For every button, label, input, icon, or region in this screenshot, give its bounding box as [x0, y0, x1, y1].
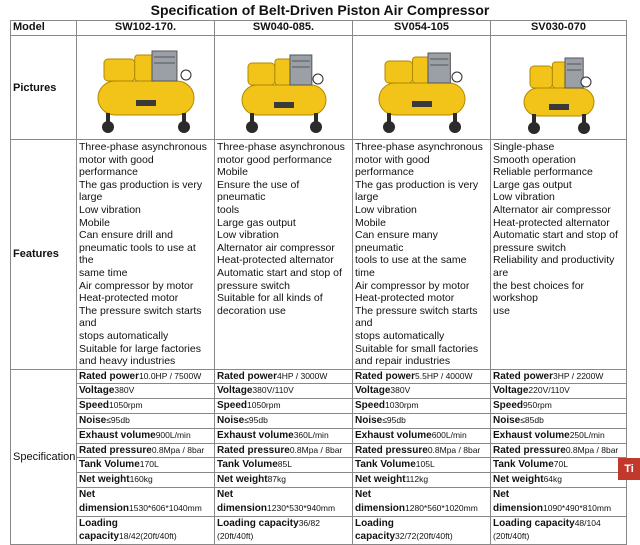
- spec-key: Net weight: [355, 474, 406, 486]
- feature-item: motor good performance: [217, 153, 332, 166]
- spec-item: [353, 370, 490, 385]
- compressor-image: [215, 36, 352, 138]
- spec-key: Noise: [79, 415, 107, 427]
- feature-item: Three-phase asynchronous: [355, 141, 483, 153]
- spec-value: 1230*530*940mm: [267, 502, 336, 513]
- spec-key: Exhaust volume: [217, 429, 294, 441]
- feature-item: Low vibration: [217, 229, 279, 242]
- spec-key: Rated power: [493, 370, 554, 382]
- spec-value: 48/104 (20ft/40ft): [493, 517, 601, 542]
- model-name: SW102-170.: [77, 21, 215, 36]
- spec-key: Voltage: [493, 385, 529, 397]
- spec-value: 18/42(20ft/40ft): [119, 531, 177, 542]
- spec-item: [353, 399, 490, 414]
- picture-cell: [215, 36, 353, 140]
- feature-item: Heat-protected motor: [355, 292, 455, 305]
- feature-item: Three-phase asynchronous: [79, 141, 207, 153]
- feature-item: The pressure switch starts and: [79, 304, 202, 330]
- spec-value: ≤85db: [520, 415, 544, 426]
- feature-item: Mobile: [217, 166, 248, 179]
- spec-value: 170L: [139, 459, 159, 470]
- watermark-logo: Ti: [618, 458, 640, 480]
- spec-value: 10.0HP / 7500W: [139, 370, 202, 381]
- spec-item: [215, 370, 352, 385]
- feature-item: Large gas output: [217, 216, 296, 229]
- picture-cell: [491, 36, 627, 140]
- spec-key: Noise: [493, 415, 521, 427]
- spec-value: ≤95db: [382, 415, 406, 426]
- feature-item: Mobile: [355, 216, 386, 229]
- specs-list: [491, 370, 626, 544]
- feature-item: and repair industries: [355, 355, 451, 368]
- feature-item: Alternator air compressor: [493, 203, 611, 216]
- compressor-image: [77, 36, 214, 138]
- feature-item: use: [493, 304, 510, 317]
- spec-item: [215, 488, 352, 517]
- spec-value: 1280*560*1020mm: [405, 502, 478, 513]
- spec-value: 380V: [114, 385, 135, 396]
- spec-key: Net dimension: [79, 489, 130, 514]
- spec-item: [77, 429, 214, 444]
- model-name: SV054-105: [353, 21, 491, 36]
- spec-value: 160kg: [129, 474, 153, 485]
- spec-value: 0.8Mpa / 8bar: [565, 444, 619, 455]
- feature-item: Mobile: [79, 216, 110, 229]
- pictures-row: [11, 36, 627, 140]
- spec-key: Exhaust volume: [355, 429, 432, 441]
- spec-value: 70L: [553, 459, 568, 470]
- spec-item: [77, 488, 214, 517]
- spec-item: [77, 370, 214, 385]
- spec-item: [215, 399, 352, 414]
- spec-item: [77, 473, 214, 488]
- specs-cell: [491, 369, 627, 545]
- spec-item: [77, 458, 214, 473]
- spec-item: [77, 399, 214, 414]
- spec-value: 1050rpm: [109, 400, 143, 411]
- spec-value: 36/82 (20ft/40ft): [217, 517, 320, 542]
- spec-item: [215, 414, 352, 429]
- spec-item: [491, 370, 626, 385]
- spec-value: 380V: [390, 385, 411, 396]
- features-list: [353, 140, 490, 369]
- spec-key: Loading capacity: [355, 517, 396, 543]
- spec-value: 250L/min: [569, 429, 605, 440]
- spec-key: Rated pressure: [493, 444, 566, 456]
- spec-table: [10, 20, 627, 545]
- spec-value: 32/72(20ft/40ft): [395, 531, 453, 542]
- spec-key: Rated power: [217, 370, 278, 382]
- model-name: SV030-070: [491, 21, 627, 36]
- spec-item: [491, 458, 626, 473]
- features-list: [77, 140, 214, 369]
- features-list: [491, 140, 626, 318]
- spec-item: [491, 399, 626, 414]
- feature-item: pneumatic tools to use at the: [79, 241, 196, 267]
- spec-key: Speed: [493, 400, 524, 412]
- feature-item: decoration use: [217, 304, 286, 317]
- spec-item: [491, 444, 626, 459]
- picture-cell: [353, 36, 491, 140]
- spec-item: [77, 444, 214, 459]
- spec-key: Rated power: [355, 370, 416, 382]
- feature-item: Automatic start and stop of: [217, 266, 342, 279]
- page-title: Specification of Belt-Driven Piston Air Compressor: [150, 2, 490, 18]
- feature-item: large: [355, 191, 379, 204]
- spec-item: [215, 458, 352, 473]
- spec-item: [353, 444, 490, 459]
- spec-key: Net weight: [493, 474, 544, 486]
- spec-key: Exhaust volume: [493, 429, 570, 441]
- feature-item: Smooth operation: [493, 153, 576, 166]
- spec-key: Speed: [217, 400, 248, 412]
- spec-value: 220V/110V: [528, 385, 570, 396]
- spec-item: [77, 517, 214, 545]
- feature-item: Automatic start and stop of: [493, 229, 618, 242]
- spec-value: 1050rpm: [247, 400, 281, 411]
- spec-item: [491, 414, 626, 429]
- feature-item: Heat-protected alternator: [493, 216, 610, 229]
- spec-value: 105L: [415, 459, 435, 470]
- spec-item: [77, 414, 214, 429]
- spec-key: Rated power: [79, 370, 140, 382]
- features-cell: [491, 140, 627, 370]
- spec-item: [215, 384, 352, 399]
- spec-item: [353, 384, 490, 399]
- spec-value: 85L: [277, 459, 292, 470]
- spec-item: [353, 429, 490, 444]
- pictures-row-label: Pictures: [11, 36, 77, 140]
- model-row-label: Model: [11, 21, 77, 36]
- spec-key: Exhaust volume: [79, 429, 156, 441]
- spec-key: Net weight: [79, 474, 130, 486]
- spec-value: 950rpm: [523, 400, 552, 411]
- feature-item: large: [79, 191, 103, 204]
- spec-item: [353, 517, 490, 545]
- features-row-label: Features: [11, 140, 77, 370]
- feature-item: Low vibration: [355, 203, 417, 216]
- feature-item: and heavy industries: [79, 355, 176, 368]
- spec-key: Noise: [217, 415, 245, 427]
- spec-item: [353, 488, 490, 517]
- spec-value: 0.8Mpa / 8bar: [151, 444, 205, 455]
- feature-item: Air compressor by motor: [355, 279, 470, 292]
- spec-key: Voltage: [217, 385, 253, 397]
- specs-list: [215, 370, 352, 544]
- specs-list: [353, 370, 490, 545]
- spec-value: 0.8Mpa / 8bar: [427, 444, 481, 455]
- features-cell: [215, 140, 353, 370]
- model-header-row: [11, 21, 627, 36]
- feature-item: stops automatically: [355, 329, 445, 342]
- features-row: [11, 140, 627, 370]
- spec-value: 4HP / 3000W: [277, 370, 328, 381]
- spec-key: Voltage: [355, 385, 391, 397]
- spec-key: Tank Volume: [493, 459, 554, 471]
- specs-cell: [353, 369, 491, 545]
- feature-item: pressure switch: [217, 279, 290, 292]
- feature-item: Heat-protected alternator: [217, 254, 334, 267]
- spec-key: Net dimension: [217, 489, 268, 514]
- specs-cell: [77, 369, 215, 545]
- feature-item: Suitable for small factories: [355, 342, 479, 355]
- compressor-image: [491, 36, 626, 138]
- spec-key: Rated pressure: [79, 444, 152, 456]
- specs-cell: [215, 369, 353, 545]
- feature-item: Large gas output: [493, 178, 572, 191]
- feature-item: The pressure switch starts and: [355, 304, 478, 330]
- feature-item: Low vibration: [79, 203, 141, 216]
- spec-item: [215, 473, 352, 488]
- spec-value: 360L/min: [293, 429, 329, 440]
- features-cell: [77, 140, 215, 370]
- features-list: [215, 140, 352, 318]
- spec-value: 3HP / 2200W: [553, 370, 604, 381]
- spec-key: Tank Volume: [79, 459, 140, 471]
- feature-item: The gas production is very: [79, 178, 203, 191]
- spec-item: [353, 473, 490, 488]
- feature-item: stops automatically: [79, 329, 169, 342]
- spec-key: Tank Volume: [355, 459, 416, 471]
- spec-key: Speed: [79, 400, 110, 412]
- feature-item: Air compressor by motor: [79, 279, 194, 292]
- feature-item: Can ensure many pneumatic: [355, 229, 438, 254]
- specification-row: [11, 369, 627, 545]
- feature-item: motor with good performance: [79, 153, 154, 179]
- picture-cell: [77, 36, 215, 140]
- feature-item: Can ensure drill and: [79, 229, 173, 242]
- compressor-image: [353, 36, 490, 138]
- feature-item: same time: [79, 266, 128, 279]
- features-cell: [353, 140, 491, 370]
- feature-item: Reliability and productivity are: [493, 254, 615, 279]
- spec-key: Net weight: [217, 474, 268, 486]
- spec-value: ≤95db: [106, 415, 130, 426]
- spec-value: ≤95db: [244, 415, 268, 426]
- spec-item: [491, 517, 626, 544]
- spec-value: 600L/min: [431, 429, 467, 440]
- spec-key: Voltage: [79, 385, 115, 397]
- spec-item: [353, 458, 490, 473]
- feature-item: motor with good performance: [355, 153, 430, 179]
- model-name: SW040-085.: [215, 21, 353, 36]
- spec-key: Tank Volume: [217, 459, 278, 471]
- feature-item: Heat-protected motor: [79, 292, 179, 305]
- spec-value: 380V/110V: [252, 385, 294, 396]
- spec-item: [215, 517, 352, 544]
- specification-row-label: Specification: [11, 369, 77, 545]
- feature-item: Low vibration: [493, 191, 555, 204]
- feature-item: Ensure the use of pneumatic: [217, 178, 300, 204]
- spec-item: [491, 488, 626, 517]
- feature-item: Reliable performance: [493, 166, 593, 179]
- spec-item: [353, 414, 490, 429]
- spec-key: Noise: [355, 415, 383, 427]
- spec-key: Speed: [355, 400, 386, 412]
- feature-item: tools: [217, 203, 240, 216]
- spec-key: Loading capacity: [493, 517, 575, 529]
- specs-list: [77, 370, 214, 545]
- feature-item: Suitable for all kinds of: [217, 292, 323, 305]
- feature-item: Alternator air compressor: [217, 241, 335, 254]
- feature-item: pressure switch: [493, 241, 566, 254]
- spec-key: Rated pressure: [217, 444, 290, 456]
- feature-item: Suitable for large factories: [79, 342, 201, 355]
- feature-item: tools to use at the same time: [355, 254, 467, 279]
- spec-value: 5.5HP / 4000W: [415, 370, 473, 381]
- spec-item: [491, 429, 626, 444]
- spec-key: Net dimension: [493, 489, 544, 514]
- feature-item: Three-phase asynchronous: [217, 141, 345, 153]
- spec-value: 112kg: [405, 474, 429, 485]
- spec-value: 1030rpm: [385, 400, 419, 411]
- feature-item: Single-phase: [493, 141, 555, 153]
- feature-item: the best choices for workshop: [493, 279, 585, 305]
- feature-item: The gas production is very: [355, 178, 479, 191]
- spec-value: 1530*606*1040mm: [129, 502, 202, 513]
- spec-key: Loading capacity: [79, 517, 120, 543]
- spec-key: Loading capacity: [217, 517, 299, 529]
- spec-item: [491, 473, 626, 488]
- spec-value: 64kg: [543, 474, 562, 485]
- spec-key: Rated pressure: [355, 444, 428, 456]
- spec-item: [77, 384, 214, 399]
- spec-item: [215, 444, 352, 459]
- spec-key: Net dimension: [355, 489, 406, 514]
- spec-item: [491, 384, 626, 399]
- spec-value: 87kg: [267, 474, 286, 485]
- spec-value: 1090*490*810mm: [543, 502, 612, 513]
- spec-value: 0.8Mpa / 8bar: [289, 444, 343, 455]
- spec-item: [215, 429, 352, 444]
- spec-value: 900L/min: [155, 429, 191, 440]
